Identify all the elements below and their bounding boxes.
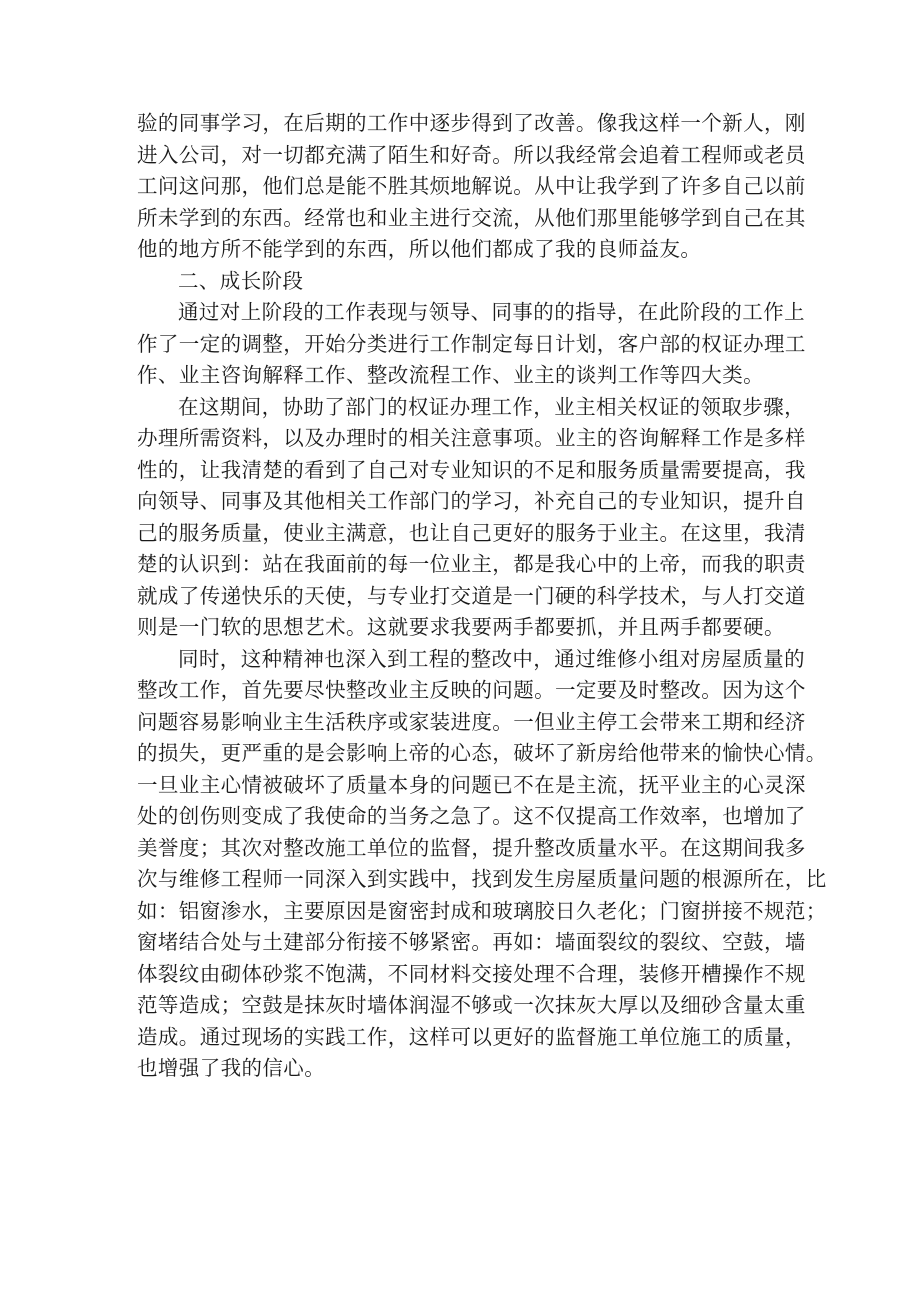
text-line: 所未学到的东西。经常也和业主进行交流，从他们那里能够学到自己在其 <box>137 205 806 230</box>
text-line: 次与维修工程师一同深入到实践中，找到发生房屋质量问题的根源所在，比 <box>137 867 827 891</box>
text-line: 体裂纹由砌体砂浆不饱满，不同材料交接处理不合理，装修开槽操作不规 <box>137 961 806 986</box>
text-line: 也增强了我的信心。 <box>137 1056 326 1080</box>
text-line: 楚的认识到：站在我面前的每一位业主，都是我心中的上帝，而我的职责 <box>137 552 806 576</box>
text-line: 整改工作，首先要尽快整改业主反映的问题。一定要及时整改。因为这个 <box>137 678 806 702</box>
text-line: 己的服务质量，使业主满意，也让自己更好的服务于业主。在这里，我清 <box>137 520 806 545</box>
text-line: 在这期间，协助了部门的权证办理工作，业主相关权证的领取步骤， <box>178 394 805 419</box>
text-line: 如：铝窗渗水，主要原因是窗密封成和玻璃胶日久老化；门窗拼接不规范； <box>137 898 827 923</box>
text-line: 同时，这种精神也深入到工程的整改中，通过维修小组对房屋质量的 <box>178 646 805 671</box>
text-line: 通过对上阶段的工作表现与领导、同事的的指导，在此阶段的工作上 <box>178 300 805 324</box>
text-line: 造成。通过现场的实践工作，这样可以更好的监督施工单位施工的质量， <box>137 1024 806 1049</box>
text-line: 窗堵结合处与土建部分衔接不够紧密。再如：墙面裂纹的裂纹、空鼓，墙 <box>137 930 806 954</box>
text-line: 处的创伤则变成了我使命的当务之急了。这不仅提高工作效率，也增加了 <box>137 804 806 828</box>
text-line: 的损失，更严重的是会影响上帝的心态，破坏了新房给他带来的愉快心情。 <box>137 741 827 765</box>
text-line: 则是一门软的思想艺术。这就要求我要两手都要抓，并且两手都要硬。 <box>137 615 785 639</box>
text-line: 一旦业主心情被破坏了质量本身的问题已不在是主流，抚平业主的心灵深 <box>137 772 806 797</box>
text-line: 问题容易影响业主生活秩序或家装进度。一但业主停工会带来工期和经济 <box>137 709 806 734</box>
document-body <box>137 108 827 1085</box>
text-line: 美誉度；其次对整改施工单位的监督，提升整改质量水平。在这期间我多 <box>137 835 806 860</box>
text-line: 进入公司，对一切都充满了陌生和好奇。所以我经常会追着工程师或老员 <box>137 142 806 167</box>
text-line: 工问这问那，他们总是能不胜其烦地解说。从中让我学到了许多自己以前 <box>137 174 806 198</box>
text-line: 作了一定的调整，开始分类进行工作制定每日计划，客户部的权证办理工 <box>137 331 806 356</box>
text-line: 办理所需资料，以及办理时的相关注意事项。业主的咨询解释工作是多样 <box>137 426 806 450</box>
text-line: 验的同事学习，在后期的工作中逐步得到了改善。像我这样一个新人，刚 <box>137 111 806 135</box>
text-line: 向领导、同事及其他相关工作部门的学习，补充自己的专业知识，提升自 <box>137 489 806 513</box>
section-heading: 二、成长阶段 <box>178 268 304 293</box>
text-line: 性的，让我清楚的看到了自己对专业知识的不足和服务质量需要提高，我 <box>137 457 806 482</box>
text-line: 作、业主咨询解释工作、整改流程工作、业主的谈判工作等四大类。 <box>137 363 764 387</box>
text-line: 范等造成；空鼓是抹灰时墙体润湿不够或一次抹灰大厚以及细砂含量太重 <box>137 993 806 1017</box>
text-line: 就成了传递快乐的天使，与专业打交道是一门硬的科学技术，与人打交道 <box>137 583 806 608</box>
text-line: 他的地方所不能学到的东西，所以他们都成了我的良师益友。 <box>137 237 702 261</box>
